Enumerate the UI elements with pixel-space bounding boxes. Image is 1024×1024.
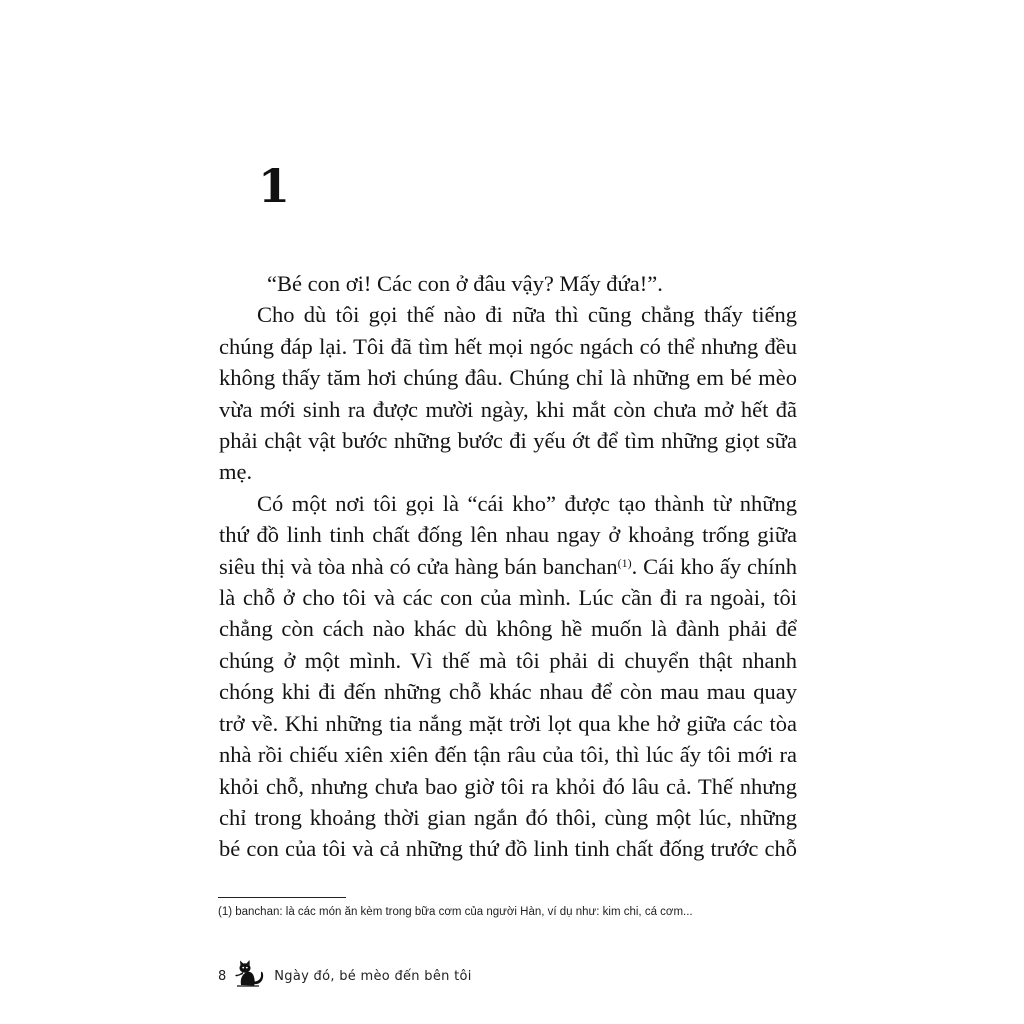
paragraph: Cho dù tôi gọi thế nào đi nữa thì cũng chẳng thấy tiếng chúng đáp lại. Tôi đã tìm hết mọi ngóc ngách có thể nhưng đều không thấy tăm hơi chúng đâu. Chúng chỉ là những em bé mèo vừa mới sinh ra được mười ngày, khi mắt còn chưa mở hết đã phải chật vật bước những bước đi yếu ớt để tìm những giọt sữa mẹ. [219, 302, 797, 485]
footnote-reference: (1) [617, 555, 632, 570]
footnote: (1) banchan: là các món ăn kèm trong bữa cơm của người Hàn, ví dụ như: kim chi, cá cơm... [218, 906, 693, 918]
book-title: Ngày đó, bé mèo đến bên tôi [274, 968, 472, 984]
body-text [219, 268, 797, 865]
paragraph-text: . Cái kho ấy chính là chỗ ở cho tôi và các con của mình. Lúc cần đi ra ngoài, tôi chẳng còn cách nào khác dù không hề muốn là đành phải để chúng ở một mình. Vì thế mà tôi phải di chuyển thật nhanh chóng khi đi đến những chỗ khác nhau để còn mau mau quay trở về. Khi những tia nắng mặt trời lọt qua khe hở giữa các tòa nhà rồi chiếu xiên xiên đến tận râu của tôi, thì lúc ấy tôi mới ra khỏi chỗ, nhưng chưa bao giờ tôi ra khỏi đó lâu cả. Thế nhưng chỉ trong khoảng thời gian ngắn đó thôi, cùng một lúc, những bé con của tôi và cả những thứ đồ linh tinh chất đống trước chỗ [219, 553, 797, 862]
footnote-divider [218, 897, 346, 898]
paragraph: “Bé con ơi! Các con ở đâu vậy? Mấy đứa!”. [267, 271, 663, 296]
page-number: 8 [218, 968, 227, 984]
paragraph-text: Có một nơi tôi gọi là “cái kho” được tạo thành từ những thứ đồ linh tinh chất đống lên nhau ngay ở khoảng trống giữa siêu thị và tòa nhà có cửa hàng bán banchan [219, 490, 797, 579]
page-footer [218, 956, 472, 990]
chapter-number: 1 [258, 159, 291, 213]
cat-icon [234, 958, 266, 988]
paragraph [219, 488, 797, 865]
